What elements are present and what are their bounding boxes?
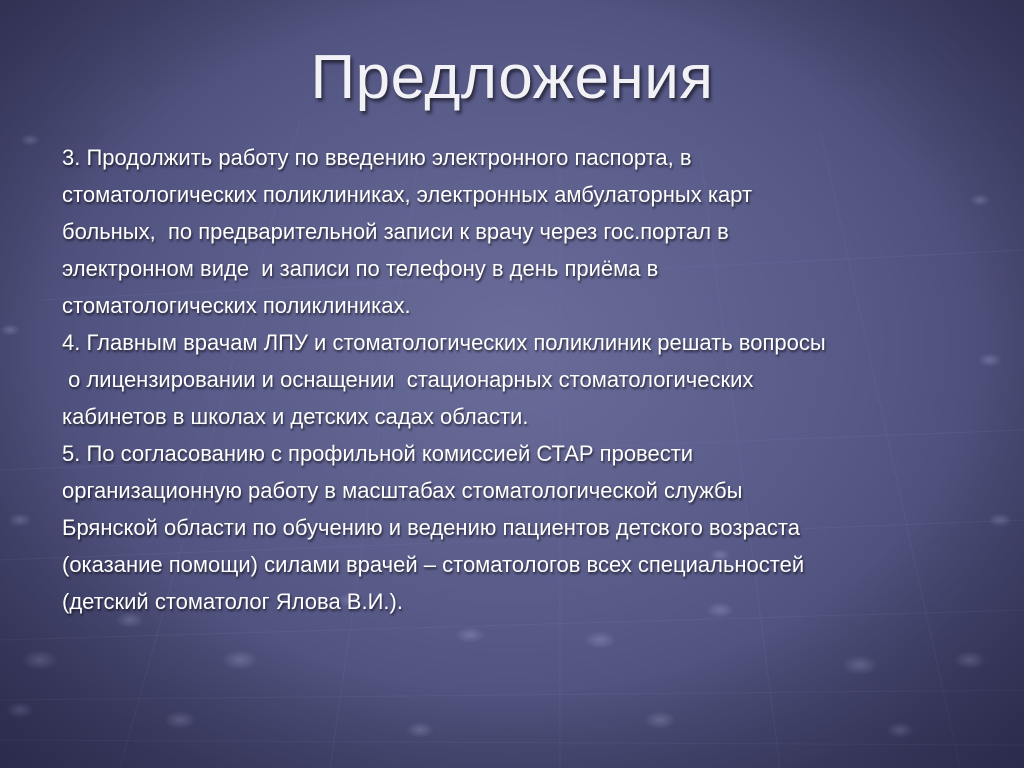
body-line: 5. По согласованию с профильной комиссией СТАР провести — [62, 441, 694, 466]
body-line: стоматологических поликлиниках, электронных амбулаторных карт — [62, 182, 753, 207]
slide-title: Предложения — [310, 43, 714, 112]
body-line: (детский стоматолог Ялова В.И.). — [62, 589, 403, 614]
body-line: электронном виде и записи по телефону в день приёма в — [62, 256, 659, 281]
body-line: стоматологических поликлиниках. — [62, 293, 411, 318]
slide-body — [62, 139, 1002, 620]
body-line: 4. Главным врачам ЛПУ и стоматологических поликлиник решать вопросы — [62, 330, 826, 355]
body-line: Брянской области по обучению и ведению пациентов детского возраста — [62, 515, 800, 540]
body-line: о лицензировании и оснащении стационарных стоматологических — [62, 367, 754, 392]
body-line: 3. Продолжить работу по введению электронного паспорта, в — [62, 145, 692, 170]
body-line: (оказание помощи) силами врачей – стоматологов всех специальностей — [62, 552, 805, 577]
body-line: организационную работу в масштабах стоматологической службы — [62, 478, 743, 503]
body-line: больных, по предварительной записи к врачу через гос.портал в — [62, 219, 729, 244]
body-line: кабинетов в школах и детских садах области. — [62, 404, 529, 429]
